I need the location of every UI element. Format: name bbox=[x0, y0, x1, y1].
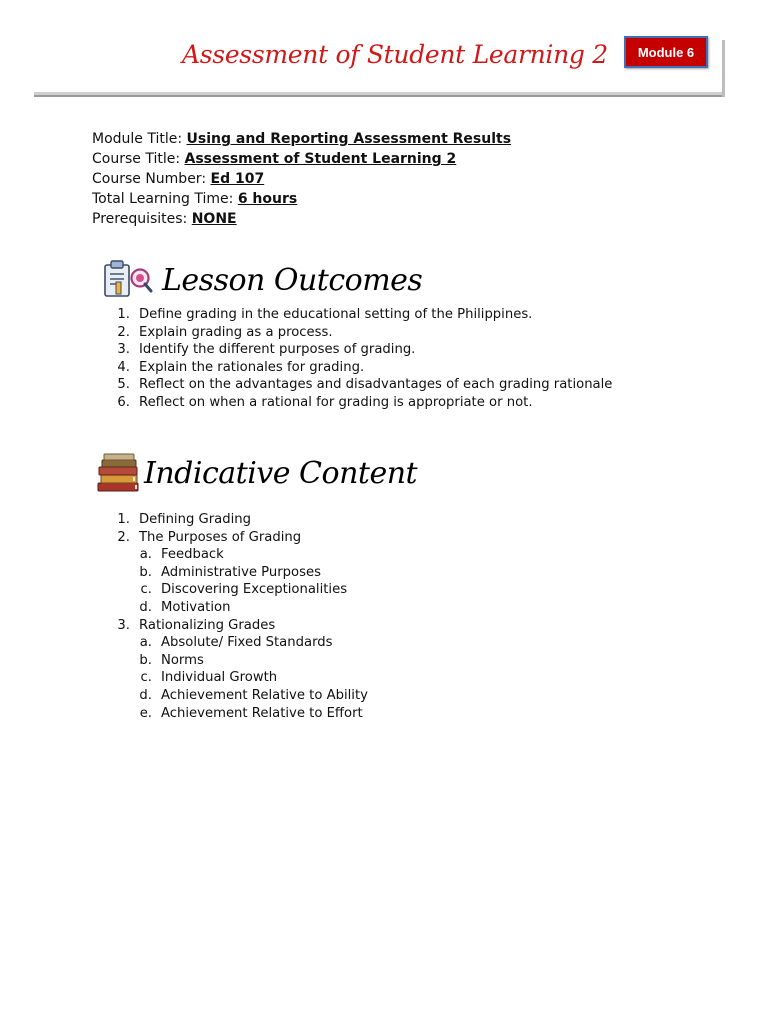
header-divider bbox=[34, 92, 724, 97]
module-title-row bbox=[92, 129, 511, 149]
lesson-outcomes-list bbox=[108, 306, 612, 412]
prerequisites-row bbox=[92, 209, 511, 229]
lesson-outcomes-title: Lesson Outcomes bbox=[162, 262, 423, 298]
course-title-label: Course Title: bbox=[92, 151, 181, 167]
prerequisites-label: Prerequisites: bbox=[92, 211, 188, 227]
module-badge: Module 6 bbox=[624, 36, 708, 68]
course-title-value: Assessment of Student Learning 2 bbox=[184, 151, 457, 167]
indicative-content-heading bbox=[92, 452, 417, 494]
document-title: Assessment of Student Learning 2 bbox=[182, 40, 608, 69]
list-item: 1. Defining Grading bbox=[117, 512, 252, 527]
list-item: d. Achievement Relative to Ability bbox=[139, 687, 368, 703]
learning-time-row bbox=[92, 189, 511, 209]
book-stack-icon bbox=[92, 452, 144, 494]
list-item: c. Individual Growth bbox=[140, 670, 278, 686]
indicative-content-title: Indicative Content bbox=[144, 455, 418, 491]
list-item: c. Discovering Exceptionalities bbox=[140, 582, 348, 598]
module-info bbox=[92, 129, 511, 229]
course-number-value: Ed 107 bbox=[210, 171, 265, 187]
list-item: a. Absolute/ Fixed Standards bbox=[139, 635, 333, 651]
prerequisites-value: NONE bbox=[191, 211, 237, 227]
list-item: 5. Reflect on the advantages and disadvantages of each grading rationale bbox=[117, 377, 613, 393]
lesson-outcomes-heading bbox=[102, 258, 422, 302]
module-title-value: Using and Reporting Assessment Results bbox=[186, 131, 512, 147]
list-item: b. Norms bbox=[139, 652, 204, 668]
list-item: 6. Reflect on when a rational for grading is appropriate or not. bbox=[117, 394, 533, 410]
learning-time-label: Total Learning Time: bbox=[92, 191, 234, 207]
clipboard-magnifier-icon bbox=[102, 258, 154, 302]
list-item: 2. Explain grading as a process. bbox=[117, 324, 333, 340]
header-divider-vertical bbox=[722, 40, 725, 97]
course-title-row bbox=[92, 149, 511, 169]
indicative-content-list bbox=[108, 511, 368, 722]
list-item: 4. Explain the rationales for grading. bbox=[117, 359, 365, 375]
list-item: 2. The Purposes of Grading bbox=[117, 529, 302, 545]
list-item: d. Motivation bbox=[139, 599, 231, 615]
course-number-row bbox=[92, 169, 511, 189]
module-title-label: Module Title: bbox=[92, 131, 183, 147]
course-number-label: Course Number: bbox=[92, 171, 207, 187]
list-item: 3. Identify the different purposes of grading. bbox=[117, 342, 416, 358]
list-item: b. Administrative Purposes bbox=[139, 564, 321, 580]
learning-time-value: 6 hours bbox=[237, 191, 298, 207]
list-item: 3. Rationalizing Grades bbox=[117, 617, 276, 633]
list-item: e. Achievement Relative to Effort bbox=[139, 705, 363, 721]
list-item: 1. Define grading in the educational setting of the Philippines. bbox=[117, 307, 533, 322]
list-item: a. Feedback bbox=[139, 547, 224, 563]
